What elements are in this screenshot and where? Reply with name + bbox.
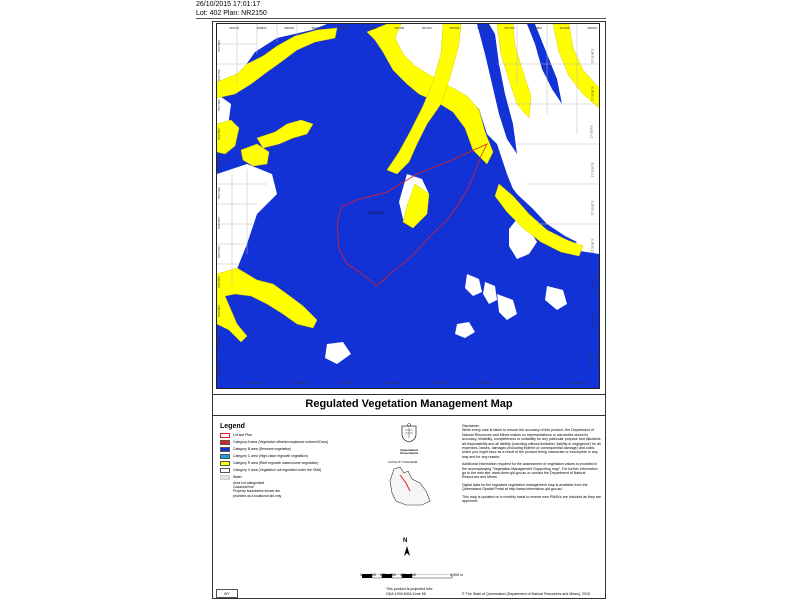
left-tick-label: 8617700: [216, 69, 221, 82]
top-tick-label: 396900: [284, 26, 295, 30]
left-tick-label: 8617000: [216, 275, 221, 288]
top-tick-label: 397200: [366, 26, 377, 30]
legend-swatch: [220, 454, 230, 459]
print-datetime: 26/10/2015 17:01:17: [196, 1, 261, 8]
legend-extra: [233, 481, 281, 498]
locality-title: LOCALITY DIAGRAM: [388, 460, 418, 464]
scale-label: 1,000 m: [450, 573, 463, 577]
lot-plan-label: Lot: 402 Plan: NR2150: [196, 10, 267, 17]
legend-label: Category X area (Vegetation not regulated under the VMA): [233, 467, 322, 472]
bottom-tick-label: 148°4'10"E: [385, 381, 400, 385]
legend-swatch: [220, 447, 230, 452]
disclaimer-heading: Disclaimer:: [462, 424, 480, 428]
left-tick-label: 8616900: [216, 305, 221, 317]
right-tick-label: 17°32'50"S: [590, 86, 595, 102]
right-tick-label: 17°34'0"S: [589, 353, 594, 367]
legend-label: Lot and Plan: [233, 432, 253, 437]
header-divider: [196, 18, 606, 19]
legend-extra-4: provided as a locational aid only: [233, 493, 282, 498]
projection-line-2: GDA 1994 MGA Zone 55: [386, 592, 426, 596]
left-tick-label: 8617300: [216, 187, 221, 200]
legend-label: Category C area (High-value regrowth vegetation): [233, 453, 309, 458]
legend-title: Legend: [220, 423, 245, 430]
bottom-tick-label: 148°3'40"E: [247, 381, 262, 385]
bottom-tick-label: 148°4'50"E: [569, 381, 584, 385]
top-tick-label: 397400: [421, 26, 432, 30]
top-tick-label: 397000: [311, 26, 322, 30]
legend-label: Water: [233, 474, 242, 479]
right-tick-label: 17°33'30"S: [590, 238, 595, 254]
qld-government-logo: [394, 422, 424, 456]
cc-license-badge[interactable]: [216, 589, 238, 598]
top-tick-label: 396700: [229, 26, 240, 30]
north-pointer-icon: [404, 546, 410, 556]
left-tick-label: 8616800: [216, 334, 221, 347]
legend-extra-2: Cadastral line: [233, 485, 254, 490]
legend-swatch: [220, 440, 230, 445]
left-tick-label: 8616700: [216, 364, 221, 376]
legend-swatch: [220, 468, 230, 473]
left-tick-label: 8617600: [216, 99, 221, 111]
disclaimer: [462, 424, 602, 504]
bottom-tick-label: 148°4'20"E: [431, 381, 446, 385]
map-frame[interactable]: [216, 23, 600, 389]
map-title: Regulated Vegetation Management Map: [305, 398, 513, 410]
left-tick-label: 8617200: [216, 216, 221, 229]
scale-label: 400: [400, 573, 406, 577]
copyright: © The State of Queensland (Department of Natural Resources and Mines), 2015: [462, 592, 591, 596]
bottom-tick-label: 148°4'30"E: [477, 381, 492, 385]
top-tick-label: 396800: [256, 26, 267, 30]
scale-label: 500: [410, 573, 416, 577]
legend-swatch: [220, 475, 230, 480]
cc-license-text: BY: [224, 591, 230, 596]
legend-label: Category A area (Vegetation offsets/compliance notices/VDecs): [233, 439, 329, 444]
scale-label: 0: [360, 573, 362, 577]
right-tick-label: 17°32'40"S: [590, 48, 595, 64]
disclaimer-p4: This map is updated on a monthly basis to ensure new PMAVs are included as they are approved.: [462, 494, 601, 504]
disclaimer-p1: While every care is taken to ensure the accuracy of this product, the Department of Natural Resources and Mines makes no representations or warranties about its accuracy, reliability, completeness or suitability for any particular purpose and disclaims all responsibility and all liability (including without limitation, liability in negligence) for all expenses, losses, damages (including indirect or consequential damage) and costs which you might incur as a result of the product being inaccurate or incomplete in any way and for any reason.: [462, 428, 601, 459]
left-tick-label: 8617100: [216, 246, 221, 259]
locality-diagram: [386, 465, 434, 507]
bottom-tick-label: 148°3'50"E: [293, 381, 308, 385]
top-tick-label: 397900: [559, 26, 570, 30]
left-tick-label: 8617500: [216, 128, 221, 141]
lot-label: 402NR2150: [367, 211, 385, 215]
projection-line-1: This product is projected into:: [386, 587, 433, 591]
top-tick-label: 397500: [449, 26, 460, 30]
left-tick-label: 8617400: [216, 157, 221, 170]
top-tick-label: 397300: [394, 26, 405, 30]
right-tick-label: 17°33'50"S: [590, 314, 595, 330]
legend-swatch: [220, 461, 230, 466]
crest-icon: [398, 422, 420, 444]
scale-label: 100: [370, 573, 376, 577]
vegetation-map[interactable]: [217, 24, 599, 388]
print-header: [196, 0, 267, 18]
title-divider: [212, 415, 606, 416]
legend-swatch: [220, 433, 230, 438]
top-tick-label: 398000: [587, 26, 598, 30]
scale-label: 200: [380, 573, 386, 577]
top-tick-label: 397700: [504, 26, 515, 30]
logo-text: Queensland Government: [400, 448, 418, 456]
map-bottom-divider: [212, 394, 606, 395]
top-tick-label: 397600: [476, 26, 487, 30]
scale-label: 300: [390, 573, 396, 577]
disclaimer-p2: Additional information required for the assessment of vegetation values is provided in the accompanying "Vegetation Management Supporting map". For further information go to the web site: www.dnrm.qld.gov.au or contact the Department of Natural Resources and Mines.: [462, 462, 598, 480]
north-arrow-icon: N: [403, 538, 408, 544]
legend-extra-1: Area not categorised: [233, 481, 265, 485]
bottom-tick-label: 148°4'40"E: [523, 381, 538, 385]
bottom-tick-label: 148°4'0"E: [339, 381, 353, 385]
legend-label: Category R area (Reef regrowth watercourse vegetation): [233, 460, 319, 465]
right-tick-label: 17°33'10"S: [590, 162, 595, 178]
top-tick-label: 397800: [531, 26, 542, 30]
left-tick-label: 8617800: [216, 40, 221, 52]
right-tick-label: 17°33'40"S: [590, 276, 595, 292]
legend-label: Category B area (Remnant vegetation): [233, 446, 292, 451]
legend-extra-3: Property boundaries shown are: [233, 489, 281, 494]
disclaimer-p3: Digital data for the regulated vegetation management map is available from the Queensland Spatial Portal at http://www.information.qld.gov.au/: [462, 482, 588, 492]
right-tick-label: 17°33'20"S: [590, 200, 595, 216]
right-tick-label: 17°33'0"S: [589, 125, 594, 139]
top-tick-label: 397100: [339, 26, 350, 30]
